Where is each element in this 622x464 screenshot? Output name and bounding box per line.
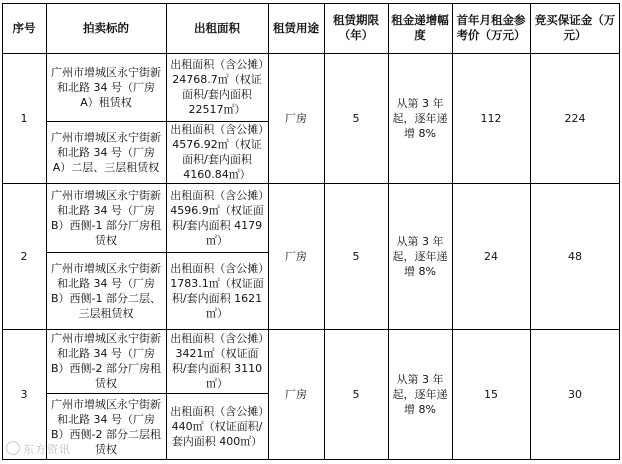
deposit-cell: 30: [568, 388, 582, 401]
use-cell: 厂房: [285, 388, 307, 401]
deposit-cell: 224: [564, 111, 586, 125]
subject-cell: 广州市增城区永宁街新和北路 34 号（厂房 B）西侧-1 部分厂房租赁权: [50, 188, 161, 247]
area-cell: 出租面积（含公摊）4576.92㎡（权证面积/套内面积 4160.84㎡）: [170, 123, 264, 181]
area-cell: 出租面积（含公摊）24768.7㎡（权证面积/套内面积 22517㎡）: [170, 58, 264, 116]
row-index: 3: [20, 388, 28, 401]
area-cell: 出租面积（含公摊）440㎡（权证面积/套内面积 400㎡）: [170, 405, 264, 448]
subject-cell: 广州市增城区永宁街新和北路 34 号（厂房 B）西侧-2 部分二层租赁权: [50, 397, 161, 456]
subject-cell: 广州市增城区永宁街新和北路 34 号（厂房 A）租赁权: [51, 65, 161, 109]
escalation-cell: 从第 3 年起，逐年递增 8%: [392, 96, 448, 140]
header-term: 租赁期限（年）: [333, 13, 379, 42]
rent-cell: 24: [484, 249, 498, 263]
header-deposit: 竞买保证金（万元）: [534, 13, 616, 42]
subject-cell: 广州市增城区永宁街新和北路 34 号（厂房 B）西侧-2 部分厂房租赁权: [50, 332, 161, 390]
term-cell: 5: [352, 111, 360, 125]
area-cell: 出租面积（含公摊）1783.1㎡（权证面积/套内面积 1621㎡）: [170, 261, 264, 320]
use-cell: 厂房: [285, 249, 307, 263]
row-index: 2: [20, 249, 28, 263]
deposit-cell: 48: [568, 249, 582, 263]
row-index: 1: [20, 111, 28, 125]
header-rent: 首年月租金参考价（万元）: [456, 13, 526, 42]
area-cell: 出租面积（含公摊）4596.9㎡（权证面积/套内面积 4179㎡）: [170, 188, 264, 247]
rent-cell: 15: [484, 388, 498, 401]
header-escalation: 租金递增幅度: [391, 13, 449, 42]
term-cell: 5: [352, 388, 360, 401]
rent-cell: 112: [480, 111, 502, 125]
escalation-cell: 从第 3 年起，逐年递增 8%: [392, 234, 448, 278]
header-area: 出租面积: [194, 20, 240, 35]
area-cell: 出租面积（含公摊）3421㎡（权证面积/套内面积 3110㎡）: [170, 332, 264, 390]
watermark: [6, 441, 71, 457]
auction-table: [2, 3, 620, 460]
subject-cell: 广州市增城区永宁街新和北路 34 号（厂房 A）二层、三层租赁权: [51, 130, 161, 174]
subject-cell: 广州市增城区永宁街新和北路 34 号（厂房 B）西侧-1 部分二层、三层租赁权: [50, 261, 161, 320]
escalation-cell: 从第 3 年起，逐年递增 8%: [392, 373, 448, 416]
header-use: 租赁用途: [273, 20, 319, 35]
use-cell: 厂房: [285, 111, 307, 125]
header-index: 序号: [12, 20, 36, 35]
header-subject: 拍卖标的: [83, 20, 129, 35]
term-cell: 5: [352, 249, 360, 263]
watermark-text: 东方资讯: [23, 443, 71, 456]
watermark-logo-icon: [6, 441, 20, 455]
